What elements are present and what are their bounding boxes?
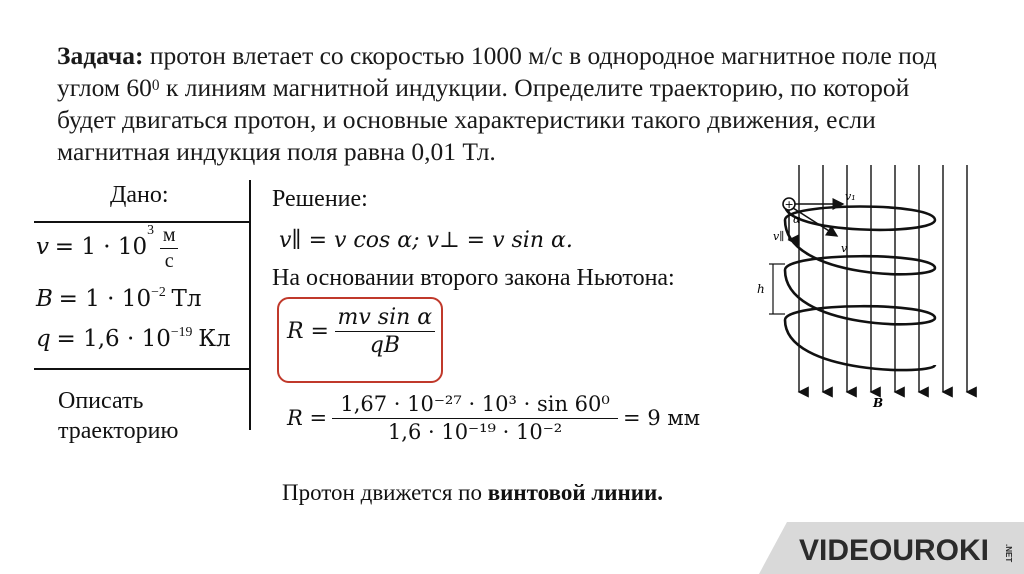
- calc-numerator: 1,67 · 10⁻²⁷ · 10³ · sin 60⁰: [332, 392, 617, 419]
- solution-components: v∥ = v cos α; v⊥ = v sin α.: [279, 228, 573, 253]
- helix-path: [785, 205, 935, 370]
- given-v-unit-num: м: [160, 224, 179, 249]
- given-velocity: [36, 224, 178, 273]
- given-title: Дано:: [110, 182, 169, 208]
- conclusion-prefix: Протон движется по: [282, 480, 488, 505]
- given-task-line2: траекторию: [58, 418, 179, 444]
- solution-title: Решение:: [272, 186, 368, 212]
- label-alpha: α: [793, 213, 801, 226]
- radius-numerator: mv sin α: [335, 305, 436, 332]
- logo-suffix: .NET: [1004, 544, 1013, 563]
- radius-fraction: [335, 305, 436, 358]
- conclusion-bold: винтовой линии.: [487, 480, 663, 505]
- problem-text: протон влетает со скоростью 1000 м/с в однородное магнитное поле под углом 60: [57, 41, 937, 102]
- given-task: [58, 386, 178, 446]
- radius-denominator: qB: [369, 333, 400, 358]
- given-v-exp: 3: [147, 222, 155, 237]
- given-b-exp: −2: [151, 284, 166, 299]
- proton-plus: +: [784, 198, 794, 211]
- calc-result: = 9 мм: [623, 406, 701, 430]
- given-v-unit: [160, 224, 179, 273]
- problem-label: Задача:: [57, 41, 144, 70]
- problem-statement: [57, 40, 957, 168]
- given-b-symbol: B: [36, 286, 53, 312]
- radius-formula: [287, 305, 435, 358]
- label-v1: v₁: [845, 190, 856, 203]
- given-q-symbol: q: [36, 326, 51, 352]
- given-b-unit: Тл: [171, 286, 202, 312]
- pitch-marker: [769, 264, 785, 314]
- calc-denominator: 1,6 · 10⁻¹⁹ · 10⁻²: [387, 420, 563, 444]
- degree-sup: 0: [151, 77, 160, 94]
- label-b: B: [873, 396, 884, 410]
- solution-newton: На основании второго закона Ньютона:: [272, 265, 675, 291]
- calc-fraction: [332, 392, 617, 444]
- given-field: [36, 286, 201, 312]
- given-q-unit: Кл: [198, 326, 231, 352]
- given-task-line1: Описать: [58, 388, 144, 414]
- label-v: v: [841, 242, 848, 255]
- given-top-rule: [34, 221, 250, 223]
- given-bottom-rule: [34, 368, 250, 370]
- given-charge: [36, 326, 231, 352]
- radius-calculation: [287, 392, 700, 444]
- logo-text: VIDEOUROKI: [799, 534, 989, 567]
- videouroki-logo: [759, 522, 1024, 574]
- label-v-parallel: v∥: [773, 230, 785, 243]
- label-h: h: [757, 282, 765, 296]
- helix-figure: [745, 160, 985, 420]
- given-q-exp: −19: [170, 324, 193, 339]
- problem-text-2: к линиям магнитной индукции. Определите траекторию, по которой будет двигаться протон, и основные характеристики такого движения, если магнитная индукция поля равна 0,01 Тл.: [57, 73, 910, 166]
- given-v-value: = 1 · 10: [54, 233, 148, 260]
- calc-lhs: R =: [287, 406, 328, 430]
- given-v-unit-den: с: [164, 250, 174, 272]
- given-b-value: = 1 · 10: [58, 286, 152, 312]
- given-vertical-rule: [249, 180, 251, 430]
- radius-lhs: R =: [287, 319, 329, 344]
- conclusion: [282, 480, 663, 506]
- given-v-symbol: v: [36, 233, 49, 260]
- given-q-value: = 1,6 · 10: [56, 326, 171, 352]
